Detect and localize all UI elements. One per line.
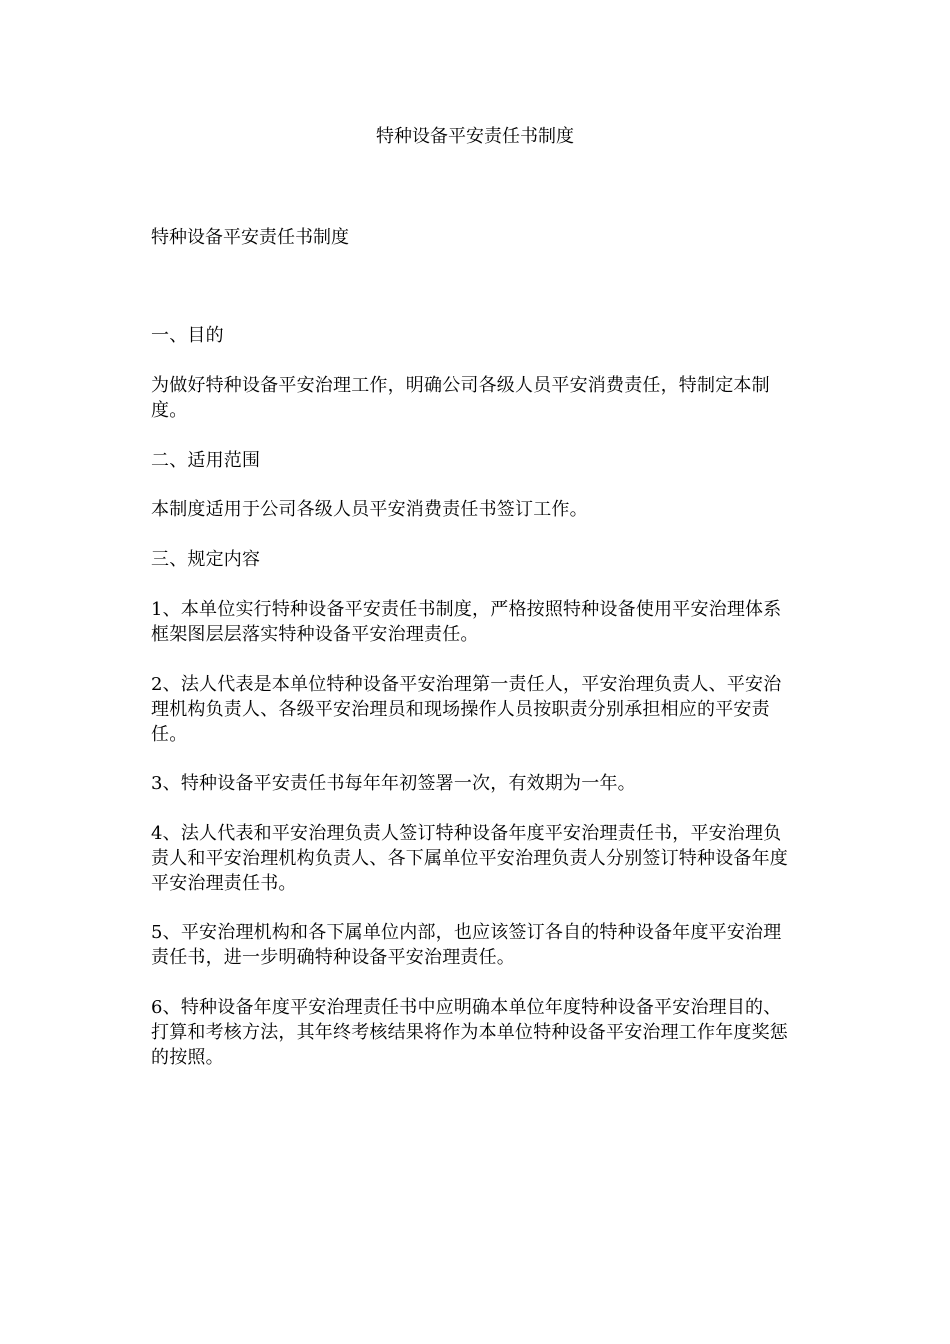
content-item-2: 2、法人代表是本单位特种设备平安治理第一责任人，平安治理负责人、平安治理机构负责人、各级平安治理员和现场操作人员按职责分别承担相应的平安责任。 bbox=[151, 674, 782, 745]
section-heading-scope: 二、适用范围 bbox=[151, 450, 261, 471]
content-item-4: 4、法人代表和平安治理负责人签订特种设备年度平安治理责任书，平安治理负责人和平安治理机构负责人、各下属单位平安治理负责人分别签订特种设备年度平安治理责任书。 bbox=[151, 823, 788, 894]
section-text-purpose: 为做好特种设备平安治理工作，明确公司各级人员平安消费责任，特制定本制度。 bbox=[151, 375, 770, 421]
section-heading-content: 三、规定内容 bbox=[151, 549, 261, 570]
document-title: 特种设备平安责任书制度 bbox=[376, 126, 574, 147]
section-text-scope: 本制度适用于公司各级人员平安消费责任书签订工作。 bbox=[151, 499, 588, 520]
content-item-3: 3、特种设备平安责任书每年年初签署一次，有效期为一年。 bbox=[151, 773, 636, 794]
content-item-6: 6、特种设备年度平安治理责任书中应明确本单位年度特种设备平安治理目的、打算和考核方法，其年终考核结果将作为本单位特种设备平安治理工作年度奖惩的按照。 bbox=[151, 997, 788, 1068]
document-subtitle: 特种设备平安责任书制度 bbox=[151, 227, 349, 248]
content-item-5: 5、平安治理机构和各下属单位内部，也应该签订各自的特种设备年度平安治理责任书，进一步明确特种设备平安治理责任。 bbox=[151, 922, 782, 968]
content-item-1: 1、本单位实行特种设备平安责任书制度，严格按照特种设备使用平安治理体系框架图层层落实特种设备平安治理责任。 bbox=[151, 599, 782, 645]
section-heading-purpose: 一、目的 bbox=[151, 325, 224, 346]
